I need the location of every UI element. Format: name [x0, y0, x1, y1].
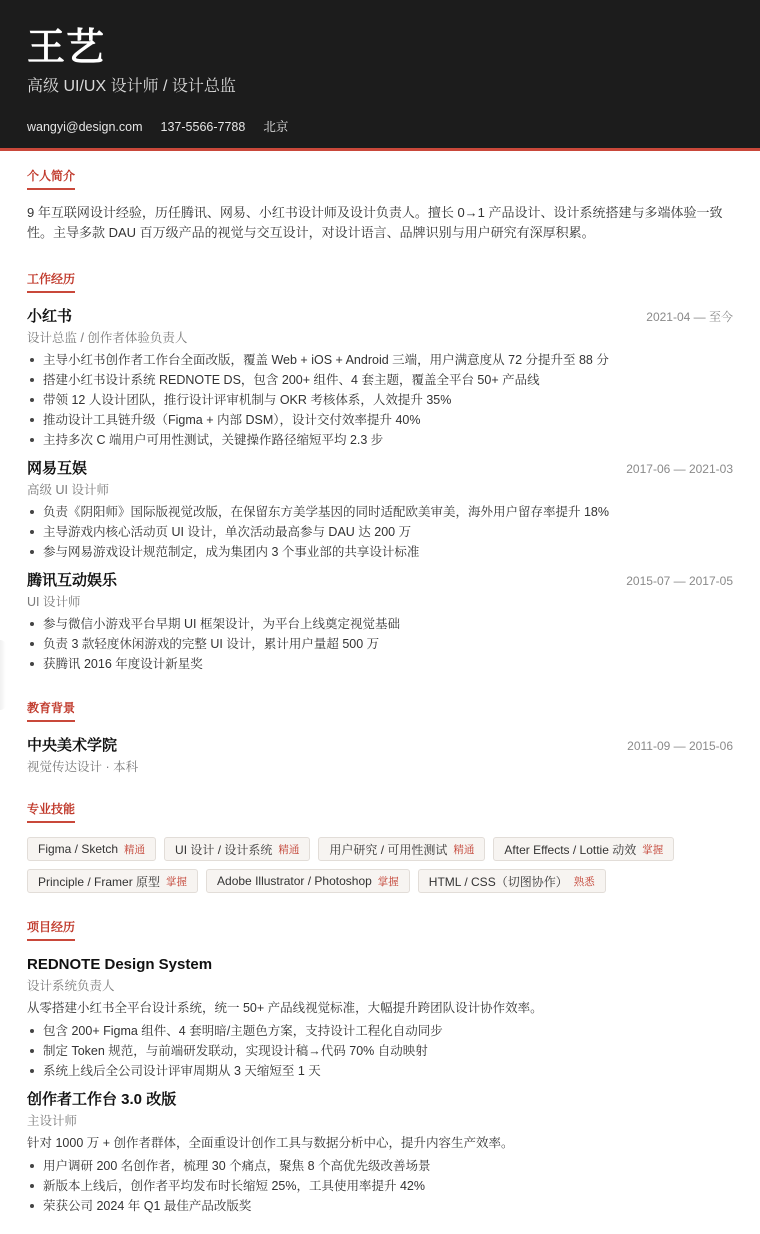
project-name: REDNOTE Design System: [27, 956, 213, 973]
project-desc: 从零搭建小红书全平台设计系统，统一 50+ 产品线视觉标准，大幅提升跨团队设计协作效率。: [27, 1001, 543, 1015]
skill-level: 精通: [453, 843, 475, 856]
skill-level: 掌握: [166, 875, 188, 888]
section-projects: [27, 918, 733, 1216]
project-role: 主设计师: [27, 1114, 78, 1128]
project-bullet: 系统上线后全公司设计评审周期从 3 天缩短至 1 天: [27, 1061, 733, 1081]
work-bullet: 参与微信小游戏平台早期 UI 框架设计，为平台上线奠定视觉基础: [27, 614, 733, 634]
project-bullet: 用户调研 200 名创作者，梳理 30 个痛点，聚焦 8 个高优先级改善场景: [27, 1156, 733, 1176]
work-date: 2015-07 — 2017-05: [626, 574, 733, 588]
candidate-title: 高级 UI/UX 设计师 / 设计总监: [27, 78, 236, 95]
skill-name: Figma / Sketch: [38, 842, 119, 856]
work-bullets: [27, 350, 733, 450]
project-bullet: 制定 Token 规范，与前端研发联动，实现设计稿→代码 70% 自动映射: [27, 1041, 733, 1061]
education-item: [27, 736, 733, 776]
contact-phone: 137-5566-7788: [160, 120, 246, 134]
skill-level: 熟悉: [573, 875, 595, 888]
work-company: 小红书: [27, 308, 73, 325]
project-bullet: 新版本上线后，创作者平均发布时长缩短 25%，工具使用率提升 42%: [27, 1176, 733, 1196]
section-skills: [27, 800, 733, 893]
skill-tag: [164, 837, 310, 861]
skill-tag: [493, 837, 674, 861]
resume-header: [0, 0, 760, 148]
work-item: [27, 459, 733, 562]
edge-shadow: [0, 640, 6, 710]
skill-name: After Effects / Lottie 动效: [504, 842, 637, 857]
work-role: 高级 UI 设计师: [27, 483, 109, 497]
skill-level: 精通: [278, 843, 300, 856]
work-item: [27, 571, 733, 674]
work-date: 2021-04 — 至今: [646, 310, 733, 324]
work-company: 腾讯互动娱乐: [27, 572, 118, 589]
skill-level: 精通: [124, 843, 146, 856]
section-title-summary: 个人简介: [27, 169, 75, 190]
section-summary: [27, 167, 733, 243]
work-bullets: [27, 502, 733, 562]
work-role: UI 设计师: [27, 595, 81, 609]
project-item: [27, 955, 733, 1081]
work-bullet: 参与网易游戏设计规范制定，成为集团内 3 个事业部的共享设计标准: [27, 542, 733, 562]
section-education: [27, 699, 733, 776]
work-item: [27, 307, 733, 450]
skill-level: 掌握: [377, 875, 399, 888]
skill-name: Adobe Illustrator / Photoshop: [217, 874, 372, 888]
skill-name: UI 设计 / 设计系统: [175, 842, 273, 857]
education-major: 视觉传达设计 · 本科: [27, 760, 139, 774]
summary-text: 9 年互联网设计经验，历任腾讯、网易、小红书设计师及设计负责人。擅长 0→1 产品设计、设计系统搭建与多端体验一致性。主导多款 DAU 百万级产品的视觉与交互设计，对设计语言、品牌识别与用户研究有深厚积累。: [27, 205, 723, 240]
work-bullet: 负责 3 款轻度休闲游戏的完整 UI 设计，累计用户量超 500 万: [27, 634, 733, 654]
project-bullet: 荣获公司 2024 年 Q1 最佳产品改版奖: [27, 1196, 733, 1216]
skill-tag: [27, 869, 198, 893]
contact-city: 北京: [263, 120, 289, 134]
work-company: 网易互娱: [27, 460, 88, 477]
project-name: 创作者工作台 3.0 改版: [27, 1091, 177, 1108]
work-date: 2017-06 — 2021-03: [626, 462, 733, 476]
work-bullet: 主导游戏内核心活动页 UI 设计，单次活动最高参与 DAU 达 200 万: [27, 522, 733, 542]
skill-tag: [206, 869, 410, 893]
education-date: 2011-09 — 2015-06: [627, 739, 733, 753]
resume-body: [0, 167, 760, 1216]
work-role: 设计总监 / 创作者体验负责人: [27, 331, 188, 345]
work-bullet: 主导小红书创作者工作台全面改版，覆盖 Web + iOS + Android 三端，用户满意度从 72 分提升至 88 分: [27, 350, 733, 370]
work-bullet: 带领 12 人设计团队，推行设计评审机制与 OKR 考核体系，人效提升 35%: [27, 390, 733, 410]
project-role: 设计系统负责人: [27, 979, 115, 993]
skill-name: HTML / CSS（切图协作）: [428, 874, 568, 889]
work-bullet: 主持多次 C 端用户可用性测试，关键操作路径缩短平均 2.3 步: [27, 430, 733, 450]
work-bullet: 获腾讯 2016 年度设计新星奖: [27, 654, 733, 674]
skill-level: 掌握: [642, 843, 664, 856]
contact-info: [27, 118, 733, 136]
project-bullets: [27, 1021, 733, 1081]
section-title-projects: 项目经历: [27, 920, 75, 941]
section-title-skills: 专业技能: [27, 802, 75, 823]
skill-tag: [27, 837, 156, 861]
project-desc: 针对 1000 万 + 创作者群体，全面重设计创作工具与数据分析中心，提升内容生产效率。: [27, 1136, 514, 1150]
skill-tags: [27, 837, 707, 893]
work-bullets: [27, 614, 733, 674]
skill-name: 用户研究 / 可用性测试: [329, 842, 448, 857]
skill-tag: [418, 869, 606, 893]
header-accent-line: [0, 148, 760, 151]
project-bullets: [27, 1156, 733, 1216]
contact-email: wangyi@design.com: [27, 120, 143, 134]
skill-name: Principle / Framer 原型: [38, 874, 161, 889]
section-title-education: 教育背景: [27, 701, 75, 722]
work-bullet: 搭建小红书设计系统 REDNOTE DS，包含 200+ 组件、4 套主题，覆盖全平台 50+ 产品线: [27, 370, 733, 390]
work-bullet: 推动设计工具链升级（Figma + 内部 DSM），设计交付效率提升 40%: [27, 410, 733, 430]
project-bullet: 包含 200+ Figma 组件、4 套明暗/主题色方案，支持设计工程化自动同步: [27, 1021, 733, 1041]
project-item: [27, 1090, 733, 1216]
candidate-name: 王艺: [27, 27, 106, 69]
work-bullet: 负责《阴阳师》国际版视觉改版，在保留东方美学基因的同时适配欧美审美，海外用户留存率提升 18%: [27, 502, 733, 522]
section-title-work: 工作经历: [27, 272, 75, 293]
skill-tag: [318, 837, 485, 861]
education-school: 中央美术学院: [27, 737, 118, 754]
section-work: [27, 270, 733, 674]
